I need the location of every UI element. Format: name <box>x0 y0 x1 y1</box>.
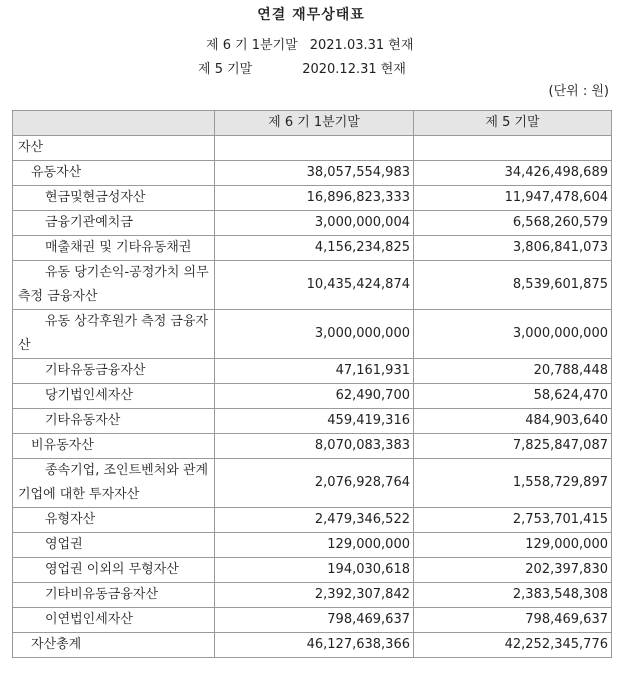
table-row <box>13 558 612 583</box>
current-period-date: 2021.03.31 현재 <box>309 38 414 53</box>
table-row <box>13 384 612 409</box>
header-account <box>13 111 215 136</box>
account-name-cell: 유형자산 <box>13 508 215 533</box>
prior-period-value-cell: 42,252,345,776 <box>414 633 612 658</box>
header-current-period: 제 6 기 1분기말 <box>215 111 414 136</box>
prior-period-value-cell: 58,624,470 <box>414 384 612 409</box>
prior-period-value-cell: 484,903,640 <box>414 409 612 434</box>
prior-period-value-cell: 20,788,448 <box>414 359 612 384</box>
account-name-cell: 기타유동금융자산 <box>13 359 215 384</box>
account-name-cell: 유동 상각후원가 측정 금융자산 <box>13 310 215 359</box>
account-name-cell: 현금및현금성자산 <box>13 186 215 211</box>
prior-period-value-cell: 7,825,847,087 <box>414 434 612 459</box>
table-row <box>13 508 612 533</box>
account-name-cell: 매출채권 및 기타유동채권 <box>13 236 215 261</box>
table-row <box>13 186 612 211</box>
current-period-value-cell: 10,435,424,874 <box>215 261 414 310</box>
statement-title: 연결 재무상태표 <box>257 7 365 23</box>
table-row <box>13 359 612 384</box>
current-period-value-cell: 16,896,823,333 <box>215 186 414 211</box>
current-period-value-cell: 62,490,700 <box>215 384 414 409</box>
account-name-cell: 당기법인세자산 <box>13 384 215 409</box>
table-row <box>13 161 612 186</box>
prior-period-value-cell: 202,397,830 <box>414 558 612 583</box>
current-period-value-cell: 2,076,928,764 <box>215 459 414 508</box>
prior-period-value-cell: 11,947,478,604 <box>414 186 612 211</box>
prior-period-value-cell: 6,568,260,579 <box>414 211 612 236</box>
current-period-value-cell: 3,000,000,000 <box>215 310 414 359</box>
current-period-value-cell: 194,030,618 <box>215 558 414 583</box>
current-period-value-cell: 4,156,234,825 <box>215 236 414 261</box>
current-period-value-cell: 798,469,637 <box>215 608 414 633</box>
table-header-row <box>13 111 612 136</box>
prior-period-date: 2020.12.31 현재 <box>302 62 406 77</box>
table-row <box>13 136 612 161</box>
current-period-value-cell <box>215 136 414 161</box>
table-row <box>13 261 612 310</box>
current-period-value-cell: 47,161,931 <box>215 359 414 384</box>
current-period-line <box>206 34 413 53</box>
current-period-value-cell: 3,000,000,004 <box>215 211 414 236</box>
table-row <box>13 459 612 508</box>
account-name-cell: 영업권 이외의 무형자산 <box>13 558 215 583</box>
current-period-value-cell: 38,057,554,983 <box>215 161 414 186</box>
prior-period-value-cell: 34,426,498,689 <box>414 161 612 186</box>
account-name-cell: 유동 당기손익-공정가치 의무 측정 금융자산 <box>13 261 215 310</box>
prior-period-line <box>198 58 406 77</box>
prior-period-value-cell <box>414 136 612 161</box>
table-body <box>13 136 612 658</box>
table-row <box>13 409 612 434</box>
account-name-cell: 유동자산 <box>13 161 215 186</box>
table-row <box>13 583 612 608</box>
account-name-cell: 종속기업, 조인트벤처와 관계기업에 대한 투자자산 <box>13 459 215 508</box>
table-row <box>13 236 612 261</box>
unit-label: (단위 : 원) <box>548 84 609 99</box>
current-period-value-cell: 459,419,316 <box>215 409 414 434</box>
table-row <box>13 608 612 633</box>
header-prior-period: 제 5 기말 <box>414 111 612 136</box>
prior-period-value-cell: 3,000,000,000 <box>414 310 612 359</box>
current-period-value-cell: 46,127,638,366 <box>215 633 414 658</box>
prior-period-label: 제 5 기말 <box>198 62 253 77</box>
prior-period-value-cell: 8,539,601,875 <box>414 261 612 310</box>
prior-period-value-cell: 798,469,637 <box>414 608 612 633</box>
table-row <box>13 533 612 558</box>
account-name-cell: 기타비유동금융자산 <box>13 583 215 608</box>
account-name-cell: 금융기관예치금 <box>13 211 215 236</box>
current-period-value-cell: 8,070,083,383 <box>215 434 414 459</box>
table-row <box>13 211 612 236</box>
account-name-cell: 자산 <box>13 136 215 161</box>
account-name-cell: 이연법인세자산 <box>13 608 215 633</box>
account-name-cell: 비유동자산 <box>13 434 215 459</box>
account-name-cell: 기타유동자산 <box>13 409 215 434</box>
prior-period-value-cell: 2,383,548,308 <box>414 583 612 608</box>
current-period-value-cell: 2,479,346,522 <box>215 508 414 533</box>
prior-period-value-cell: 2,753,701,415 <box>414 508 612 533</box>
prior-period-value-cell: 129,000,000 <box>414 533 612 558</box>
account-name-cell: 영업권 <box>13 533 215 558</box>
table-row <box>13 310 612 359</box>
table-row <box>13 633 612 658</box>
current-period-label: 제 6 기 1분기말 <box>206 38 298 53</box>
balance-sheet-table <box>12 110 612 658</box>
current-period-value-cell: 129,000,000 <box>215 533 414 558</box>
account-name-cell: 자산총계 <box>13 633 215 658</box>
current-period-value-cell: 2,392,307,842 <box>215 583 414 608</box>
prior-period-value-cell: 1,558,729,897 <box>414 459 612 508</box>
prior-period-value-cell: 3,806,841,073 <box>414 236 612 261</box>
table-row <box>13 434 612 459</box>
